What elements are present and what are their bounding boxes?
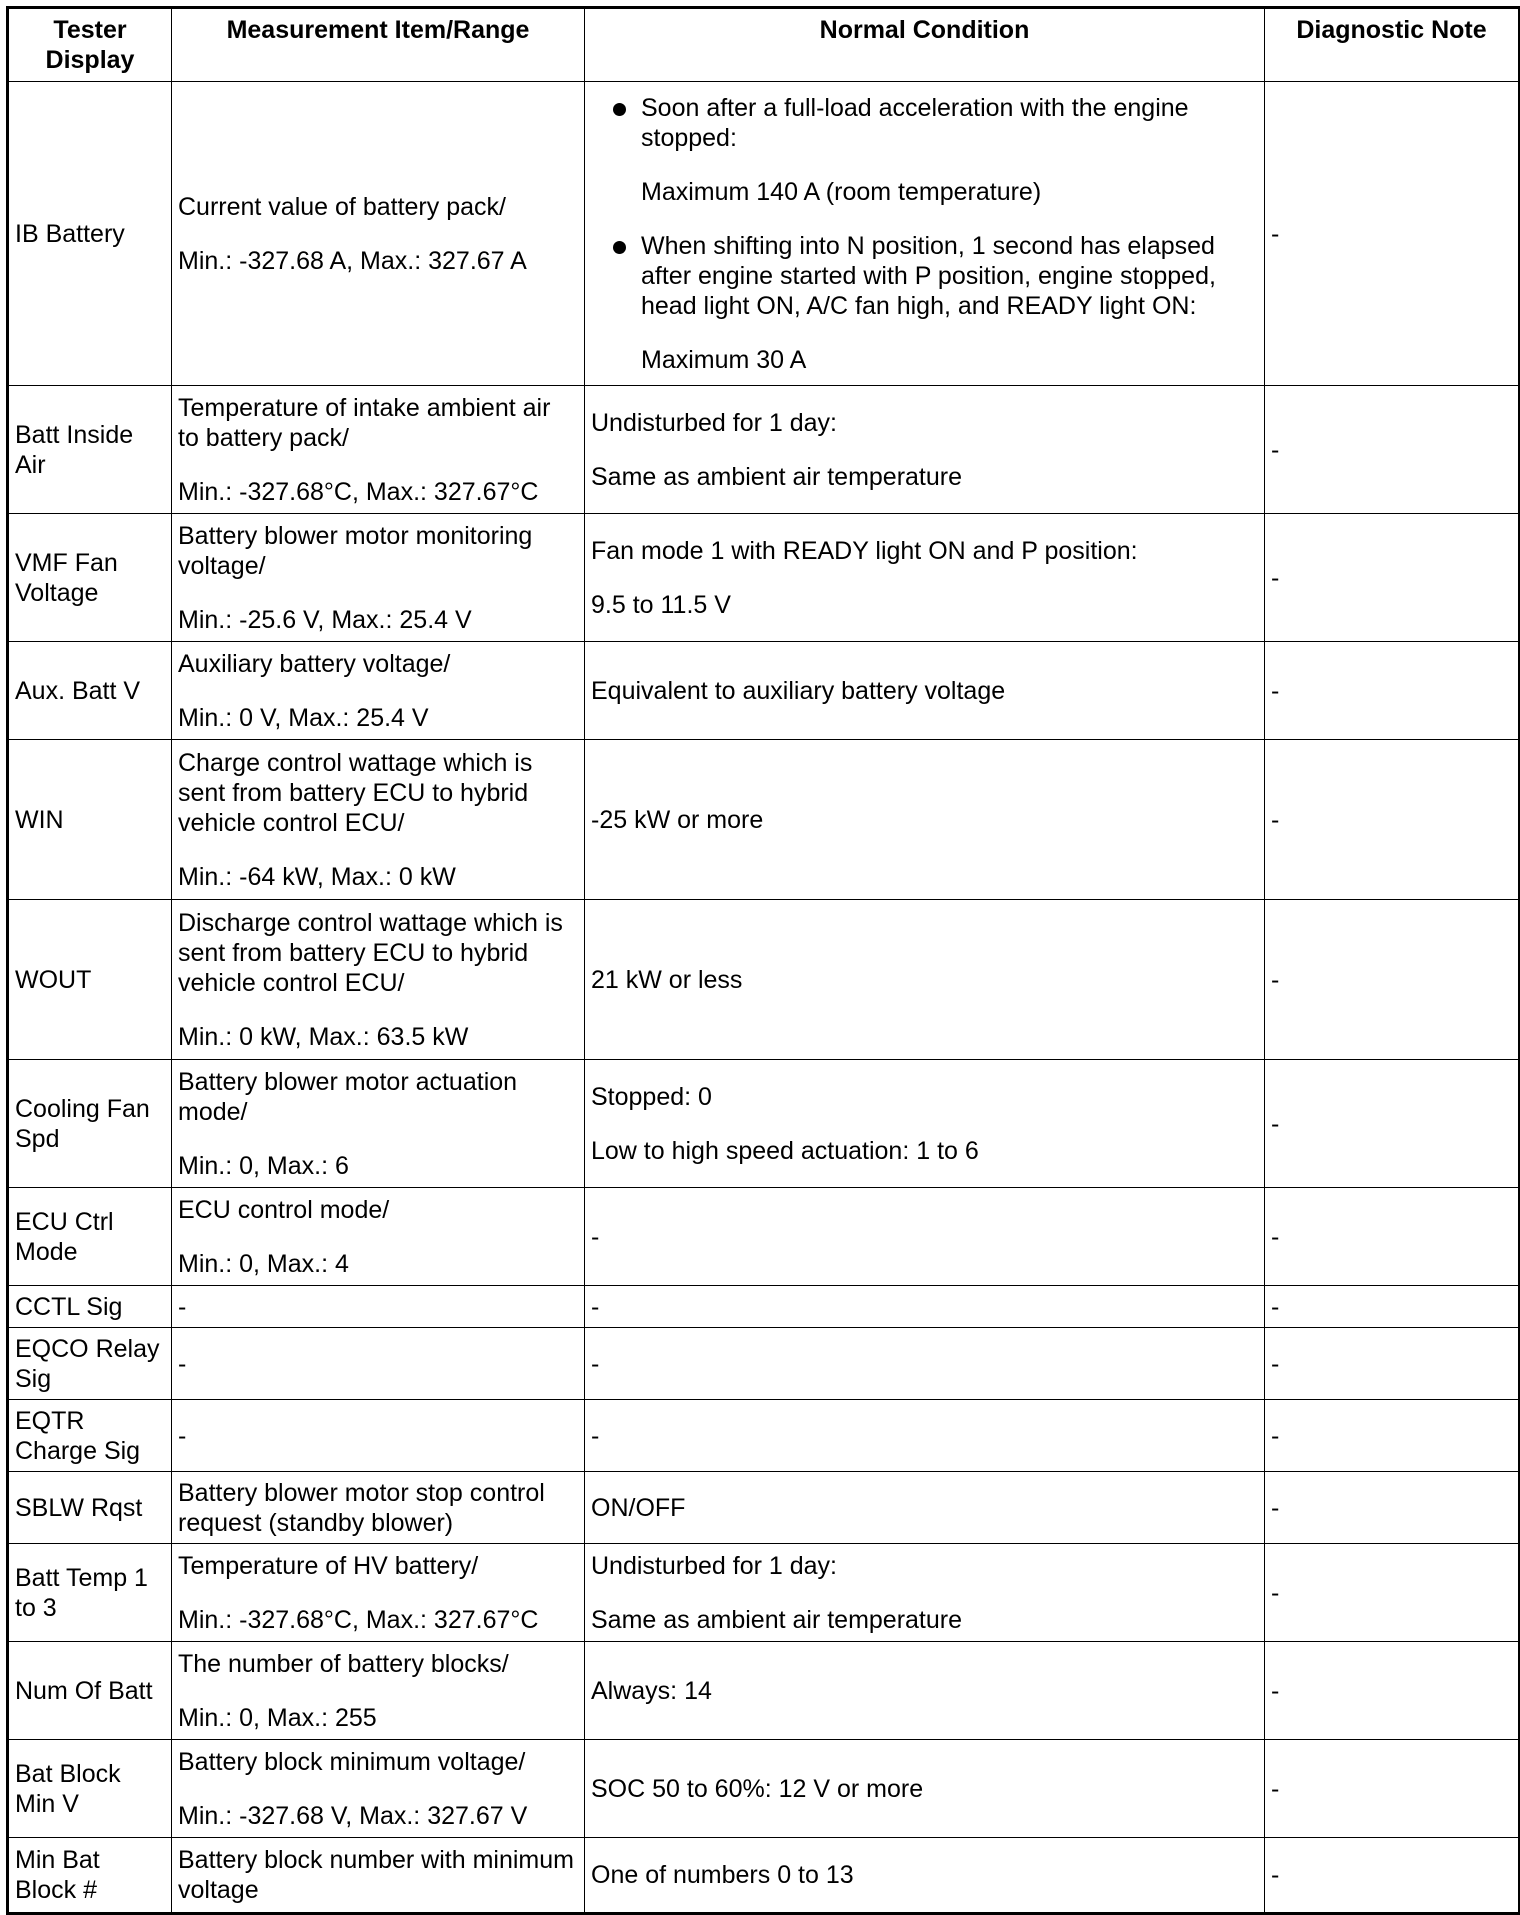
cell-normal-condition xyxy=(585,1400,1265,1472)
cell-measurement-item xyxy=(172,82,585,386)
cell-normal-condition xyxy=(585,514,1265,642)
measurement-text: - xyxy=(178,1421,187,1450)
cell-measurement-item xyxy=(172,1544,585,1642)
cell-normal-condition xyxy=(585,1286,1265,1328)
cell-measurement-item xyxy=(172,386,585,514)
table-row xyxy=(8,386,1520,514)
cell-diagnostic-note: - xyxy=(1265,1328,1520,1400)
cell-measurement-item xyxy=(172,642,585,740)
bullet-icon xyxy=(613,103,626,116)
header-normal-condition: Normal Condition xyxy=(585,8,1265,82)
cell-diagnostic-note: - xyxy=(1265,642,1520,740)
measurement-text: Min.: -327.68°C, Max.: 327.67°C xyxy=(178,477,539,506)
cell-measurement-item xyxy=(172,900,585,1060)
condition-text: Undisturbed for 1 day: xyxy=(591,408,837,437)
cell-tester-display: EQTR Charge Sig xyxy=(8,1400,172,1472)
measurement-text: Battery block minimum voltage/ xyxy=(178,1747,526,1776)
condition-text: Undisturbed for 1 day: xyxy=(591,1551,837,1580)
condition-text: SOC 50 to 60%: 12 V or more xyxy=(591,1774,924,1803)
condition-text: 9.5 to 11.5 V xyxy=(591,590,731,619)
condition-text: Always: 14 xyxy=(591,1676,712,1705)
measurement-text: Charge control wattage which is sent from battery ECU to hybrid vehicle control ECU/ xyxy=(178,748,533,837)
cell-measurement-item xyxy=(172,740,585,900)
cell-tester-display: IB Battery xyxy=(8,82,172,386)
measurement-text: Min.: -327.68°C, Max.: 327.67°C xyxy=(178,1605,539,1634)
cell-normal-condition xyxy=(585,1472,1265,1544)
cell-tester-display: Batt Temp 1 to 3 xyxy=(8,1544,172,1642)
measurement-text: ECU control mode/ xyxy=(178,1195,390,1224)
condition-value: Maximum 30 A xyxy=(641,345,807,374)
header-row xyxy=(8,8,1520,82)
cell-diagnostic-note: - xyxy=(1265,1642,1520,1740)
table-row xyxy=(8,900,1520,1060)
table-row xyxy=(8,82,1520,386)
table-row xyxy=(8,1642,1520,1740)
table-row xyxy=(8,1286,1520,1328)
condition-item xyxy=(591,93,1258,207)
cell-normal-condition xyxy=(585,900,1265,1060)
condition-text: Same as ambient air temperature xyxy=(591,1605,963,1634)
cell-measurement-item xyxy=(172,1642,585,1740)
condition-text: Low to high speed actuation: 1 to 6 xyxy=(591,1136,979,1165)
measurement-text: - xyxy=(178,1349,187,1378)
cell-measurement-item xyxy=(172,1060,585,1188)
cell-tester-display: Aux. Batt V xyxy=(8,642,172,740)
measurement-text: Min.: 0, Max.: 255 xyxy=(178,1703,377,1732)
measurement-text: Min.: 0 V, Max.: 25.4 V xyxy=(178,703,429,732)
condition-text: 21 kW or less xyxy=(591,965,743,994)
cell-normal-condition xyxy=(585,1740,1265,1838)
cell-measurement-item xyxy=(172,1400,585,1472)
cell-normal-condition xyxy=(585,386,1265,514)
measurement-text: Min.: 0, Max.: 6 xyxy=(178,1151,349,1180)
table-row xyxy=(8,1400,1520,1472)
cell-normal-condition xyxy=(585,642,1265,740)
measurement-text: - xyxy=(178,1292,187,1321)
measurement-text: Temperature of HV battery/ xyxy=(178,1551,479,1580)
table-row xyxy=(8,1838,1520,1914)
table-row xyxy=(8,1188,1520,1286)
cell-normal-condition xyxy=(585,82,1265,386)
header-diagnostic-note: Diagnostic Note xyxy=(1265,8,1520,82)
cell-diagnostic-note: - xyxy=(1265,82,1520,386)
cell-diagnostic-note: - xyxy=(1265,1544,1520,1642)
condition-text: When shifting into N position, 1 second has elapsed after engine started with P position, engine stopped, head light ON, A/C fan high, and READY light ON: xyxy=(641,231,1216,320)
cell-measurement-item xyxy=(172,1286,585,1328)
measurement-text: Temperature of intake ambient air to battery pack/ xyxy=(178,393,551,452)
cell-measurement-item xyxy=(172,514,585,642)
measurement-text: Battery blower motor monitoring voltage/ xyxy=(178,521,533,580)
condition-text: - xyxy=(591,1349,600,1378)
table-row xyxy=(8,1544,1520,1642)
condition-item xyxy=(591,231,1258,375)
condition-text: Fan mode 1 with READY light ON and P position: xyxy=(591,536,1138,565)
cell-diagnostic-note: - xyxy=(1265,740,1520,900)
cell-diagnostic-note: - xyxy=(1265,514,1520,642)
cell-tester-display: EQCO Relay Sig xyxy=(8,1328,172,1400)
header-measurement-item: Measurement Item/Range xyxy=(172,8,585,82)
measurement-text: Min.: -25.6 V, Max.: 25.4 V xyxy=(178,605,472,634)
cell-diagnostic-note: - xyxy=(1265,1740,1520,1838)
cell-measurement-item xyxy=(172,1838,585,1914)
cell-normal-condition xyxy=(585,740,1265,900)
measurement-text: Auxiliary battery voltage/ xyxy=(178,649,451,678)
cell-tester-display: Cooling Fan Spd xyxy=(8,1060,172,1188)
measurement-text: Min.: 0, Max.: 4 xyxy=(178,1249,349,1278)
condition-text: Soon after a full-load acceleration with the engine stopped: xyxy=(641,93,1189,152)
cell-normal-condition xyxy=(585,1328,1265,1400)
cell-tester-display: Bat Block Min V xyxy=(8,1740,172,1838)
measurement-text: Battery blower motor actuation mode/ xyxy=(178,1067,518,1126)
cell-tester-display: VMF Fan Voltage xyxy=(8,514,172,642)
measurement-text: Battery block number with minimum voltage xyxy=(178,1846,574,1904)
cell-tester-display: WIN xyxy=(8,740,172,900)
condition-text: -25 kW or more xyxy=(591,805,764,834)
measurement-text: The number of battery blocks/ xyxy=(178,1649,509,1678)
cell-measurement-item xyxy=(172,1328,585,1400)
cell-tester-display: ECU Ctrl Mode xyxy=(8,1188,172,1286)
table-row xyxy=(8,1472,1520,1544)
cell-normal-condition xyxy=(585,1060,1265,1188)
cell-tester-display: SBLW Rqst xyxy=(8,1472,172,1544)
table-row xyxy=(8,740,1520,900)
cell-tester-display: Batt Inside Air xyxy=(8,386,172,514)
condition-text: ON/OFF xyxy=(591,1493,686,1522)
measurement-text: Min.: -64 kW, Max.: 0 kW xyxy=(178,862,456,891)
cell-diagnostic-note: - xyxy=(1265,1188,1520,1286)
table-row xyxy=(8,1740,1520,1838)
condition-text: - xyxy=(591,1222,600,1251)
measurement-text: Discharge control wattage which is sent from battery ECU to hybrid vehicle control ECU/ xyxy=(178,908,563,997)
cell-tester-display: WOUT xyxy=(8,900,172,1060)
measurement-text: Min.: 0 kW, Max.: 63.5 kW xyxy=(178,1022,469,1051)
cell-tester-display: Min Bat Block # xyxy=(8,1838,172,1914)
cell-diagnostic-note: - xyxy=(1265,386,1520,514)
condition-text: One of numbers 0 to 13 xyxy=(591,1861,854,1889)
cell-diagnostic-note: - xyxy=(1265,1060,1520,1188)
cell-diagnostic-note: - xyxy=(1265,1472,1520,1544)
condition-text: Same as ambient air temperature xyxy=(591,462,963,491)
cell-diagnostic-note: - xyxy=(1265,1286,1520,1328)
table-row xyxy=(8,1060,1520,1188)
cell-diagnostic-note: - xyxy=(1265,1838,1520,1914)
tester-data-table xyxy=(6,6,1520,1915)
measurement-text: Battery blower motor stop control request (standby blower) xyxy=(178,1478,545,1537)
bullet-icon xyxy=(613,241,626,254)
measurement-text: Current value of battery pack/ xyxy=(178,192,506,221)
cell-normal-condition xyxy=(585,1642,1265,1740)
table-row xyxy=(8,1328,1520,1400)
condition-text: - xyxy=(591,1292,600,1321)
measurement-text: Min.: -327.68 A, Max.: 327.67 A xyxy=(178,246,527,275)
measurement-text: Min.: -327.68 V, Max.: 327.67 V xyxy=(178,1801,528,1830)
condition-text: Equivalent to auxiliary battery voltage xyxy=(591,676,1006,705)
condition-text: Stopped: 0 xyxy=(591,1082,712,1111)
cell-measurement-item xyxy=(172,1740,585,1838)
cell-diagnostic-note: - xyxy=(1265,1400,1520,1472)
condition-list xyxy=(591,93,1258,375)
cell-measurement-item xyxy=(172,1472,585,1544)
condition-value: Maximum 140 A (room temperature) xyxy=(641,177,1042,206)
cell-diagnostic-note: - xyxy=(1265,900,1520,1060)
cell-normal-condition xyxy=(585,1188,1265,1286)
cell-tester-display: Num Of Batt xyxy=(8,1642,172,1740)
table-row xyxy=(8,514,1520,642)
cell-normal-condition xyxy=(585,1838,1265,1914)
cell-normal-condition xyxy=(585,1544,1265,1642)
cell-tester-display: CCTL Sig xyxy=(8,1286,172,1328)
condition-text: - xyxy=(591,1421,600,1450)
table-row xyxy=(8,642,1520,740)
cell-measurement-item xyxy=(172,1188,585,1286)
header-tester-display: Tester Display xyxy=(8,8,172,82)
